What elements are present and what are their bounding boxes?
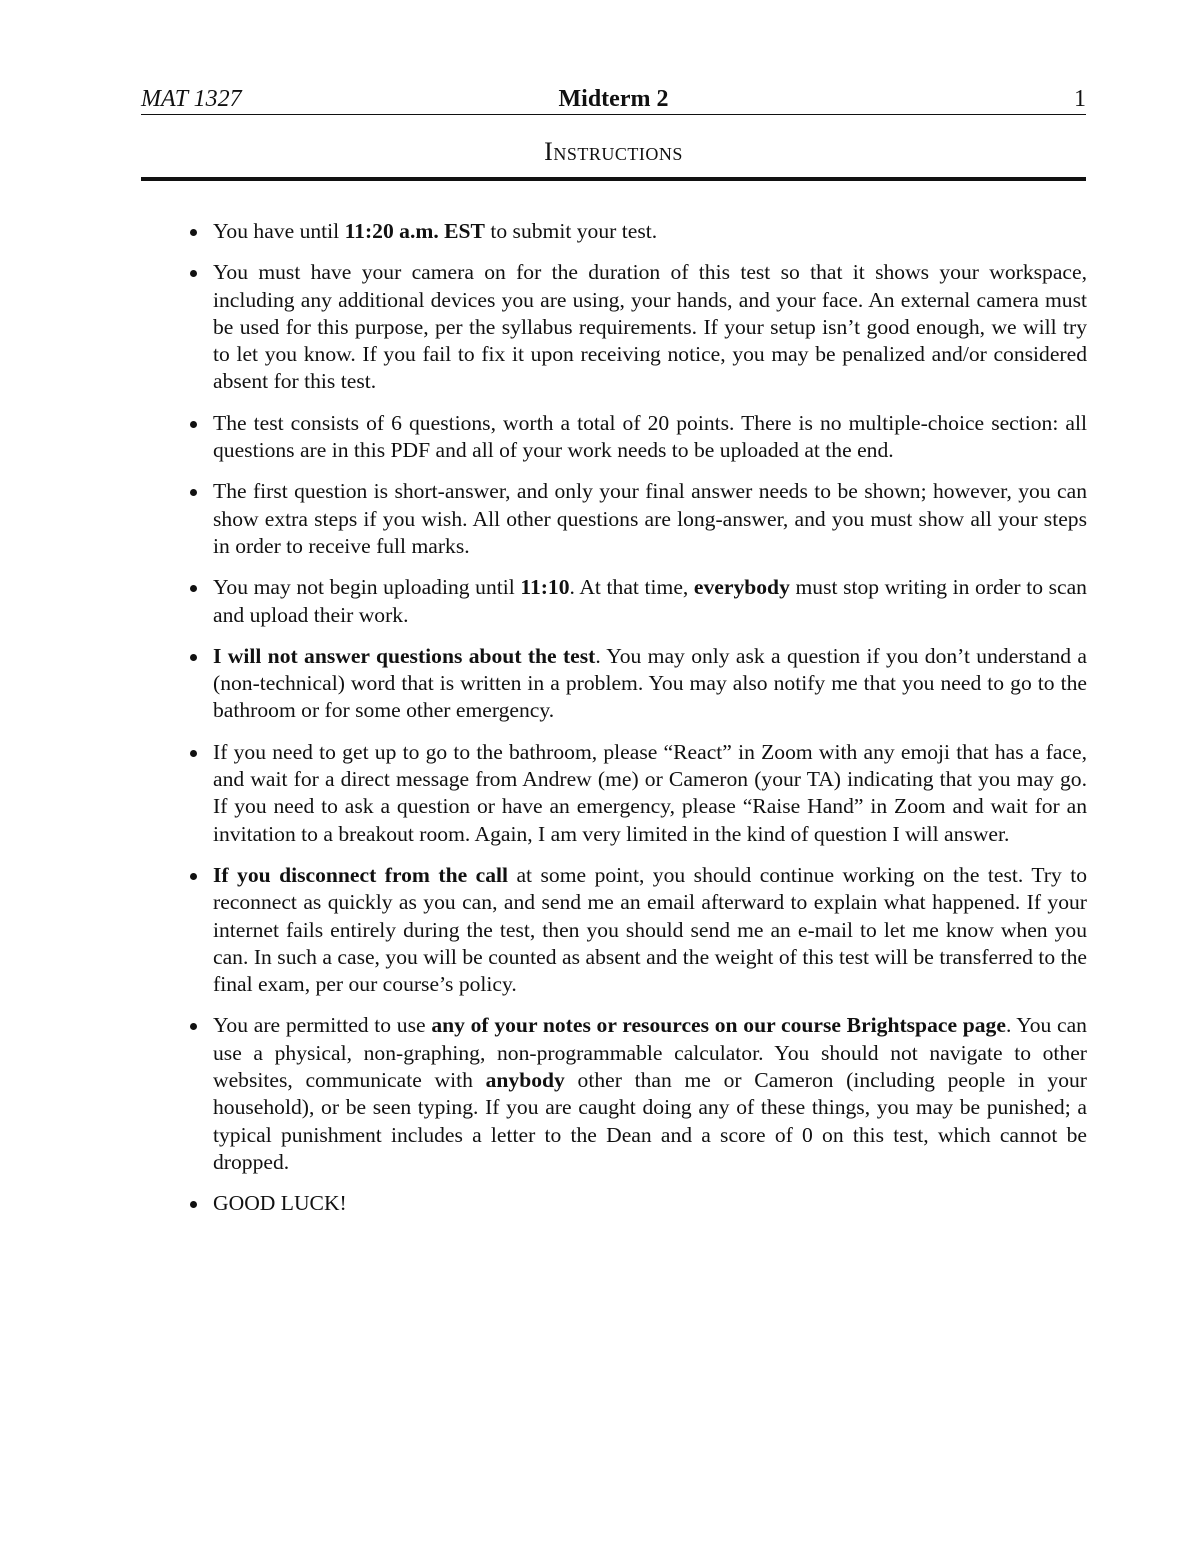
- instruction-item: [190, 643, 1087, 725]
- instruction-text: You are permitted to use: [213, 1013, 432, 1038]
- instruction-item: [190, 410, 1087, 465]
- emphasis-text: everybody: [693, 575, 790, 600]
- instruction-item: [190, 1012, 1087, 1176]
- instruction-item: [190, 862, 1087, 998]
- instruction-item: [190, 259, 1087, 395]
- bullet-icon: [190, 1201, 197, 1208]
- instruction-item: [190, 1190, 1087, 1217]
- page-number: 1: [1074, 86, 1086, 112]
- bullet-icon: [190, 229, 197, 236]
- instruction-text: The test consists of 6 questions, worth a total of 20 points. There is no multiple-choice section: all questions are in this PDF and all of your work needs to be uploaded at the end.: [213, 410, 1087, 463]
- bullet-icon: [190, 489, 197, 496]
- bullet-icon: [190, 585, 197, 592]
- emphasis-text: If you disconnect from the call: [213, 862, 509, 887]
- instruction-text: . You may only ask a question if you don’t understand a (non-technical) word that is written in a problem. You may also notify me that you need to go to the bathroom or for some other emergency.: [213, 643, 1087, 723]
- bullet-icon: [190, 421, 197, 428]
- bullet-icon: [190, 270, 197, 277]
- instruction-item: [190, 739, 1087, 848]
- emphasis-text: anybody: [485, 1068, 565, 1093]
- instruction-text: to submit your test.: [484, 219, 658, 243]
- bullet-icon: [190, 1023, 197, 1030]
- instruction-text: must stop writing in order to scan and upload their work.: [213, 575, 1087, 627]
- bullet-icon: [190, 750, 197, 757]
- instruction-item: [190, 478, 1087, 560]
- emphasis-text: 11:10: [520, 575, 570, 600]
- instruction-text: . At that time,: [569, 575, 694, 600]
- document-title: Midterm 2: [558, 86, 669, 112]
- instructions-list: [190, 218, 1087, 1232]
- instruction-text: You must have your camera on for the duration of this test so that it shows your workspace, including any additional devices you are using, your hands, and your face. An external camera must be used for this purpose, per the syllabus requirements. If your setup isn’t good enough, we will try to let you know. If you fail to fix it upon receiving notice, you may be penalized and/or considered absent for this test.: [213, 260, 1087, 394]
- bullet-icon: [190, 654, 197, 661]
- instruction-text: The first question is short-answer, and only your final answer needs to be shown; however, you can show extra steps if you wish. All other questions are long-answer, and you must show all your steps in order to receive full marks.: [213, 479, 1087, 558]
- instruction-text: other than me or Cameron (including people in your household), or be seen typing. If you are caught doing any of these things, you may be punished; a typical punishment includes a letter to the Dean and a score of 0 on this test, which cannot be dropped.: [213, 1068, 1087, 1174]
- instruction-text: If you need to get up to go to the bathroom, please “React” in Zoom with any emoji that has a face, and wait for a direct message from Andrew (me) or Cameron (your TA) indicating that you may go. If you need to ask a question or have an emergency, please “Raise Hand” in Zoom and wait for an invitation to a breakout room. Again, I am very limited in the kind of question I will answer.: [213, 739, 1087, 846]
- instruction-text: You may not begin uploading until: [213, 575, 521, 600]
- course-code: MAT 1327: [141, 86, 242, 112]
- instruction-item: [190, 574, 1087, 629]
- emphasis-text: any of your notes or resources on our course Brightspace page: [431, 1013, 1006, 1038]
- section-title: Instructions: [544, 137, 683, 166]
- instruction-text: . You can use a physical, non-graphing, non-programmable calculator. You should not navigate to other websites, communicate with: [213, 1013, 1087, 1093]
- section-rule: [141, 177, 1086, 181]
- instruction-text: You have until: [213, 219, 345, 243]
- running-header: [141, 84, 1086, 114]
- instruction-text: GOOD LUCK!: [213, 1191, 347, 1216]
- instruction-text: at some point, you should continue working on the test. Try to reconnect as quickly as you can, and send me an email afterward to explain what happened. If your internet fails entirely during the test, then you should send me an e-mail to let me know when you can. In such a case, you will be counted as absent and the weight of this test will be transferred to the final exam, per our course’s policy.: [213, 862, 1087, 997]
- emphasis-text: I will not answer questions about the test: [213, 643, 596, 668]
- header-rule: [141, 114, 1086, 115]
- emphasis-text: 11:20 a.m. EST: [344, 219, 485, 243]
- bullet-icon: [190, 873, 197, 880]
- instruction-item: [190, 218, 1087, 245]
